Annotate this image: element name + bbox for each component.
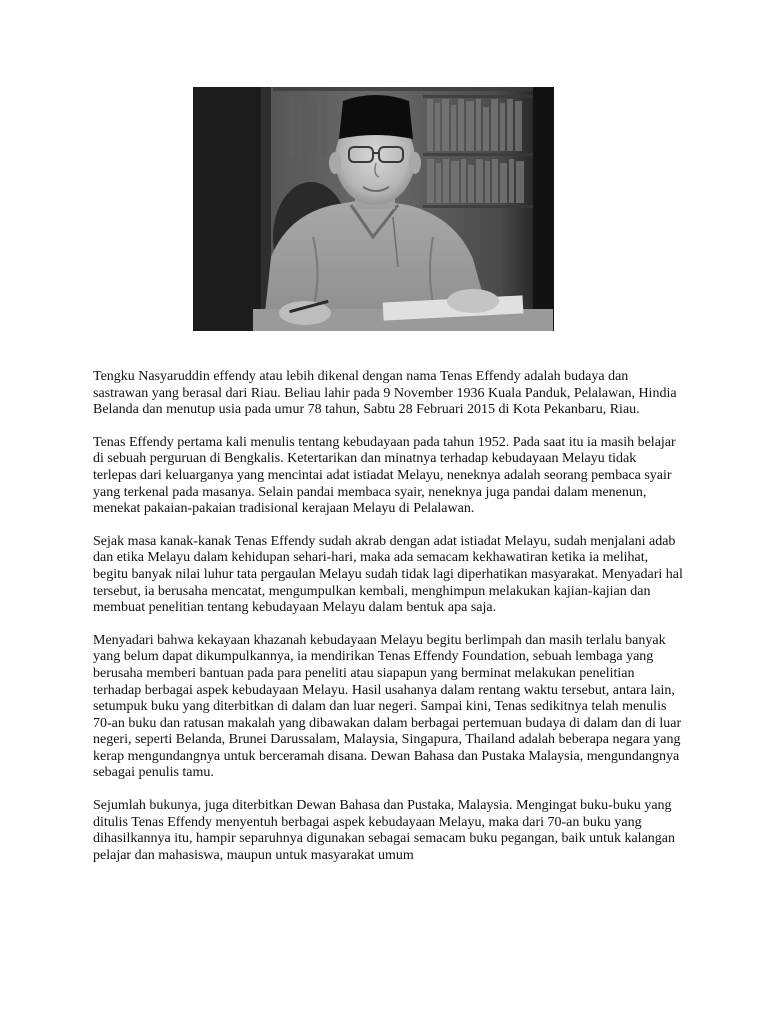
- paragraph-4: Menyadari bahwa kekayaan khazanah kebudayaan Melayu begitu berlimpah dan masih terlalu banyak yang belum dapat dikumpulkannya, ia mendirikan Tenas Effendy Foundation, sebuah lembaga yang berusaha memberi bantuan pada para peneliti atau siapapun yang berminat melakukan penelitian terhadap berbagai aspek kebudayaan Melayu. Hasil usahanya dalam rentang waktu tersebut, antara lain, setumpuk buku yang diterbitkan di dalam dan luar negeri. Sampai kini, Tenas sedikitnya telah menulis 70-an buku dan ratusan makalah yang dibawakan dalam berbagai pertemuan budaya di dalam dan di luar negeri, seperti Belanda, Brunei Darussalam, Malaysia, Singapura, Thailand adalah beberapa negara yang kerap mengundangnya untuk berceramah disana. Dewan Bahasa dan Pustaka Malaysia, mengundangnya sebagai penulis tamu.: [93, 632, 682, 781]
- portrait-photo: [193, 87, 554, 331]
- paragraph-3: Sejak masa kanak-kanak Tenas Effendy sudah akrab dengan adat istiadat Melayu, sudah menjalani adab dan etika Melayu dalam kehidupan sehari-hari, maka ada semacam kekhawatiran ketika ia melihat, begitu banyak nilai luhur tata pergaulan Melayu sudah tidak lagi diperhatikan masyarakat. Menyadari hal tersebut, ia berusaha mencatat, mengumpulkan kembali, menghimpun melakukan kajian-kajian dan membuat penelitian tentang kebudayaan Melayu dalam bentuk apa saja.: [93, 533, 683, 616]
- paragraph-5: Sejumlah bukunya, juga diterbitkan Dewan Bahasa dan Pustaka, Malaysia. Mengingat buku-buku yang ditulis Tenas Effendy menyentuh berbagai aspek kebudayaan Melayu, maka dari 70-an buku yang dihasilkannya itu, hampir separuhnya digunakan sebagai semacam buku pegangan, baik untuk kalangan pelajar dan mahasiswa, maupun untuk masyarakat umum: [93, 798, 675, 863]
- paragraph-2: Tenas Effendy pertama kali menulis tentang kebudayaan pada tahun 1952. Pada saat itu ia masih belajar di sebuah perguruan di Bengkalis. Ketertarikan dan minatnya terhadap kebudayaan Melayu tidak terlepas dari keluarganya yang mencintai adat istiadat Melayu, neneknya adalah seorang pembaca syair yang terkenal pada masanya. Selain pandai membaca syair, neneknya juga pandai dalam menenun, menekat pakaian-pakaian tradisional kerajaan Melayu di Pelalawan.: [93, 434, 676, 517]
- paragraph-1: Tengku Nasyaruddin effendy atau lebih dikenal dengan nama Tenas Effendy adalah budaya dan sastrawan yang berasal dari Riau. Beliau lahir pada 9 November 1936 Kuala Panduk, Pelalawan, Hindia Belanda dan menutup usia pada umur 78 tahun, Sabtu 28 Februari 2015 di Kota Pekanbaru, Riau.: [93, 369, 677, 418]
- article-body: [93, 369, 683, 880]
- portrait-image: [193, 87, 554, 331]
